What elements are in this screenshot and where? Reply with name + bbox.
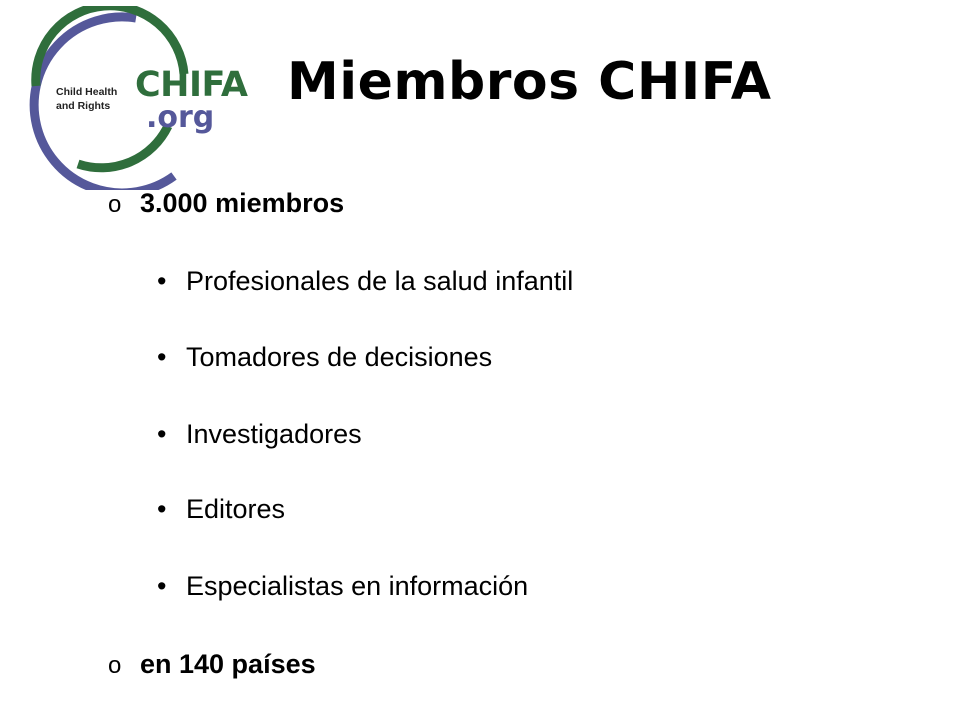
- list-item: [157, 418, 362, 450]
- list-item-text: Especialistas en información: [186, 571, 529, 601]
- list-item-text: Investigadores: [186, 419, 362, 449]
- logo-tagline: [56, 85, 136, 113]
- members-text: 3.000 miembros: [140, 188, 345, 218]
- list-item-text: Editores: [186, 494, 286, 524]
- circle-bullet: o: [108, 191, 122, 218]
- logo-domain: .org: [146, 100, 215, 135]
- countries-line: [108, 648, 316, 682]
- bullet: •: [157, 494, 167, 524]
- members-line: [108, 187, 344, 221]
- list-item-text: Tomadores de decisiones: [186, 342, 493, 372]
- list-item-text: Profesionales de la salud infantil: [186, 266, 574, 296]
- bullet: •: [157, 419, 167, 449]
- list-item: [157, 493, 285, 525]
- bullet: •: [157, 571, 167, 601]
- chifa-logo: [18, 6, 248, 190]
- bullet: •: [157, 342, 167, 372]
- list-item: [157, 265, 573, 297]
- logo-tagline-line2: and Rights: [56, 100, 111, 112]
- circle-bullet: o: [108, 652, 122, 679]
- bullet: •: [157, 266, 167, 296]
- logo-brand: CHIFA: [135, 65, 248, 105]
- list-item: [157, 570, 528, 602]
- list-item: [157, 341, 492, 373]
- logo-tagline-line1: Child Health: [56, 86, 118, 98]
- slide-title: Miembros CHIFA: [287, 52, 772, 112]
- countries-text: en 140 países: [140, 649, 316, 679]
